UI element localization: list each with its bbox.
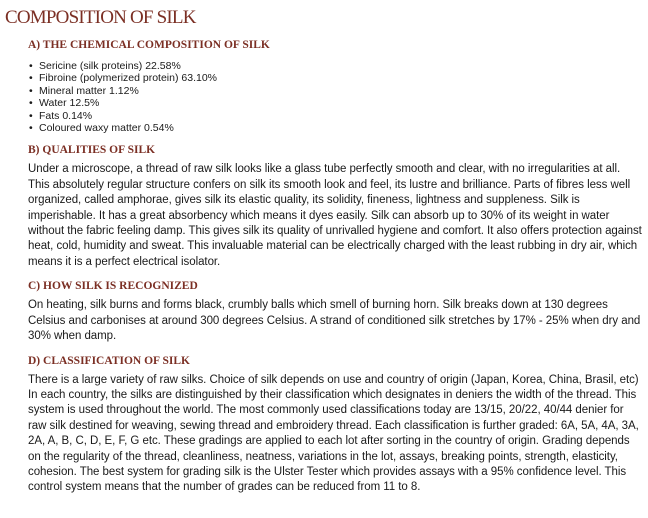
- section-heading-chemical-composition: A) THE CHEMICAL COMPOSITION OF SILK: [28, 39, 270, 51]
- bullet-icon: •: [29, 97, 33, 110]
- section-recognition: [28, 277, 644, 344]
- classification-paragraph-detail: In each country, the silks are distinguished by their classification which designates in deniers the width of the thread. This system is used throughout the world. The most commonly used classifications today are 13/15, 20/22, 40/44 denier for raw silk destined for weaving, sewing thread and embroidery thread. Each classification is further graded: 6A, 5A, 4A, 3A, 2A, A, B, C, D, E, F, G etc. These gradings are applied to each lot after sorting in the country of origin. Grading depends on the regularity of the thread, cleanliness, neatness, variations in the lot, assays, breaking points, strength, elasticity, cohesion. The best system for grading silk is the Ulster Tester which provides assays with a 95% confidence level. This control system means that the number of grades can be reduced from 11 to 8.: [28, 388, 639, 494]
- composition-list: [28, 60, 644, 134]
- section-chemical-composition: [28, 36, 644, 134]
- list-item-text: Fats 0.14%: [39, 109, 93, 122]
- list-item-text: Coloured waxy matter 0.54%: [39, 122, 174, 135]
- section-classification: [28, 352, 644, 496]
- bullet-icon: •: [29, 109, 33, 122]
- classification-paragraph-intro: There is a large variety of raw silks. Choice of silk depends on use and country of origin (Japan, Korea, China, Brasil, etc): [28, 373, 639, 386]
- list-item: [28, 110, 644, 122]
- list-item: [28, 122, 644, 134]
- list-item-text: Water 12.5%: [39, 97, 100, 110]
- list-item: [28, 60, 644, 72]
- page-title: COMPOSITION OF SILK: [5, 7, 196, 28]
- list-item: [28, 85, 644, 97]
- list-item: [28, 97, 644, 109]
- bullet-icon: •: [29, 84, 33, 97]
- section-heading-qualities: B) QUALITIES OF SILK: [28, 144, 156, 157]
- qualities-paragraph: Under a microscope, a thread of raw silk looks like a glass tube perfectly smooth and clear, with no irregularities at all. This absolutely regular structure confers on silk its smooth look and feel, its lustre and brilliance. Parts of fibres less well organized, called amphorae, gives silk its elastic quality, its solidity, fineness, lightness and suppleness. Silk is imperishable. It has a great absorbency which means it dyes easily. Silk can absorb up to 30% of its weight in water without the fabric feeling damp. This gives silk its quality of unrivalled hygiene and comfort. It also offers protection against heat, cold, humidity and sweat. This invaluable material can be electrically charged with the least rubbing in dry air, which means it is a perfect electrical isolator.: [28, 163, 642, 268]
- list-item: [28, 72, 644, 84]
- section-heading-classification: D) CLASSIFICATION OF SILK: [28, 354, 190, 367]
- bullet-icon: •: [29, 60, 33, 72]
- article-content: [28, 36, 644, 496]
- list-item-text: Mineral matter 1.12%: [39, 84, 139, 97]
- recognition-paragraph: On heating, silk burns and forms black, crumbly balls which smell of burning horn. Silk breaks down at 130 degrees Celsius and carbonises at around 300 degrees Celsius. A strand of conditioned silk stretches by 17% - 25% when dry and 30% when damp.: [28, 299, 641, 343]
- section-heading-recognition: C) HOW SILK IS RECOGNIZED: [28, 280, 198, 293]
- list-item-text: Fibroine (polymerized protein) 63.10%: [39, 72, 218, 85]
- section-qualities: [28, 141, 644, 270]
- bullet-icon: •: [29, 72, 33, 85]
- bullet-icon: •: [29, 122, 33, 135]
- list-item-text: Sericine (silk proteins) 22.58%: [39, 60, 181, 72]
